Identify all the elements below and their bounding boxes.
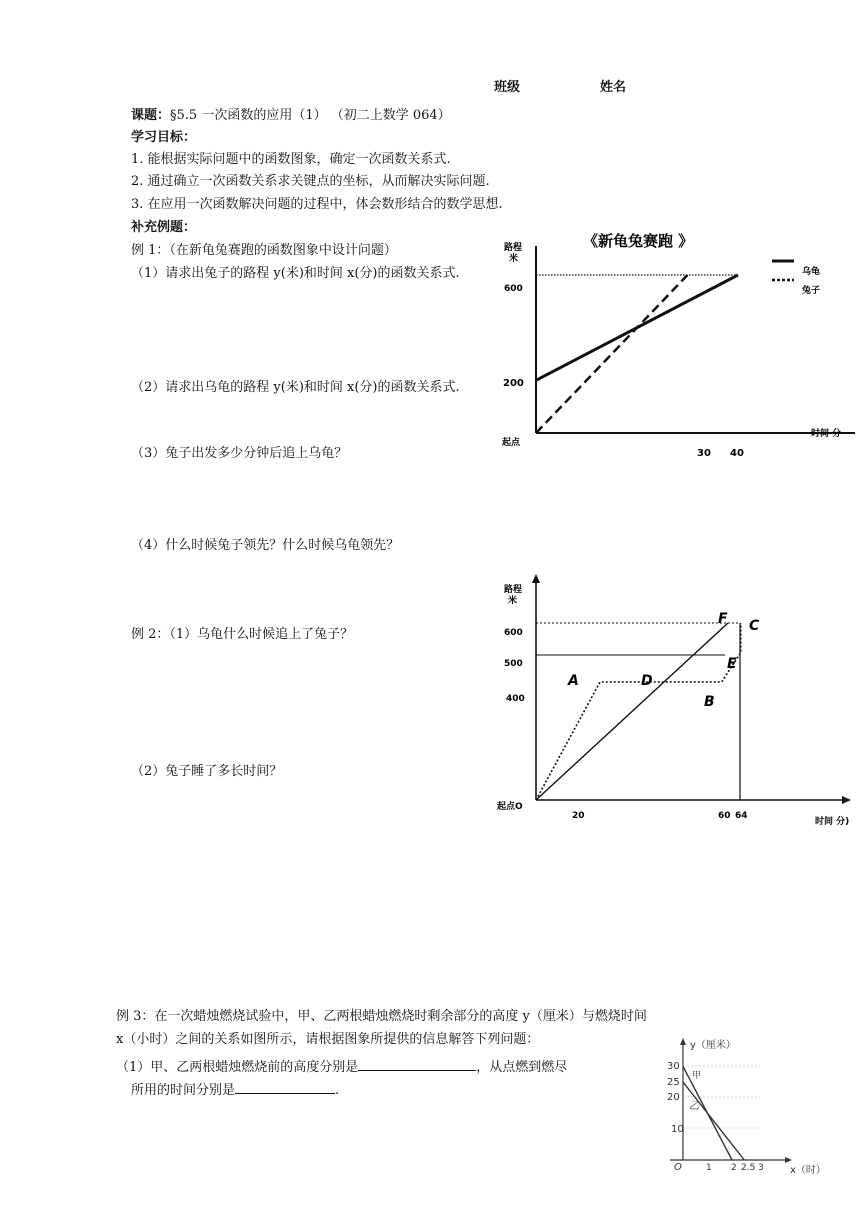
chart2-ylabel-2: 米 <box>508 596 518 606</box>
example1-q4: （4）什么时候兔子领先？什么时候乌龟领先？ <box>131 538 400 553</box>
chart-hare-sleep <box>495 572 860 830</box>
chart3-xtick-3: 3 <box>758 1163 764 1173</box>
point-label-C: C <box>749 618 760 634</box>
topic-line <box>131 108 451 124</box>
chart3-ytick-30: 30 <box>667 1061 680 1072</box>
examples-heading: 补充例题： <box>131 220 197 235</box>
chart1-xtick-30: 30 <box>697 448 711 459</box>
chart2-y-arrow <box>532 574 540 583</box>
chart2-ytick-600: 600 <box>504 628 523 638</box>
chart1-series-hare <box>536 275 688 433</box>
chart3-xlabel: x（时） <box>790 1165 826 1176</box>
example1-intro: 例 1：（在新龟兔赛跑的函数图象中设计问题） <box>131 243 397 258</box>
example3-line4-text: 所用的时间分别是 <box>131 1083 236 1098</box>
chart3-y-arrow <box>680 1038 686 1045</box>
chart-candles <box>660 1036 835 1178</box>
example3-line3 <box>116 1057 567 1076</box>
point-label-A: A <box>568 673 579 689</box>
answer-blank-heights[interactable] <box>358 1057 476 1071</box>
chart3-series-label-jia: 甲 <box>692 1071 702 1081</box>
answer-blank-times[interactable] <box>235 1080 335 1094</box>
example3-line4 <box>131 1080 339 1099</box>
chart2-series-hare <box>536 623 741 800</box>
chart1-origin-label: 起点 <box>502 438 521 448</box>
chart3-ytick-10: 10 <box>671 1124 684 1135</box>
example3-line1: 例 3：在一次蜡烛燃烧试验中，甲、乙两根蜡烛燃烧时剩余部分的高度 y（厘米）与燃烧时间 <box>116 1009 647 1024</box>
point-label-E: E <box>727 656 737 672</box>
chart2-ylabel-1: 路程 <box>504 585 523 595</box>
chart1-xtick-40: 40 <box>730 448 744 459</box>
objective-item: 3. 在应用一次函数解决问题的过程中，体会数形结合的数学思想. <box>131 197 503 212</box>
legend-tortoise-label: 乌龟 <box>802 267 821 277</box>
example2-q2: （2）兔子睡了多长时间？ <box>131 764 283 779</box>
chart2-xlabel: 时间 分) <box>815 817 850 827</box>
chart1-xlabel: 时间 分 <box>811 429 842 439</box>
point-label-F: F <box>718 611 728 627</box>
chart1-title: 《新龟兔赛跑 》 <box>583 232 694 250</box>
chart3-ylabel: y（厘米） <box>690 1040 736 1051</box>
example3-line3-tail: ，从点燃到燃尽 <box>476 1060 568 1075</box>
chart3-series-label-yi: 乙 <box>689 1101 699 1112</box>
chart1-ytick-200: 200 <box>503 378 524 389</box>
example1-q2: （2）请求出乌龟的路程 y(米)和时间 x(分)的函数关系式. <box>131 380 460 395</box>
chart2-ytick-500: 500 <box>504 659 523 669</box>
chart3-series-yi <box>683 1082 744 1160</box>
chart3-origin: O <box>674 1162 682 1173</box>
example1-q1: （1）请求出兔子的路程 y(米)和时间 x(分)的函数关系式. <box>131 266 460 281</box>
class-label: 班级 <box>494 80 521 95</box>
topic-text: §5.5 一次函数的应用（1） （初二上数学 064） <box>170 108 451 123</box>
chart3-ytick-25: 25 <box>667 1077 680 1088</box>
objective-item: 2. 通过确立一次函数关系求关键点的坐标，从而解决实际问题. <box>131 174 490 189</box>
chart2-xtick-20: 20 <box>572 811 585 821</box>
chart3-xtick-2-5: 2.5 <box>741 1163 756 1173</box>
chart2-xtick-60: 60 <box>718 811 731 821</box>
name-label: 姓名 <box>600 80 627 95</box>
example3-line4-tail: . <box>335 1083 340 1098</box>
example3-line2: x（小时）之间的关系如图所示，请根据图象所提供的信息解答下列问题： <box>116 1032 540 1047</box>
chart1-ylabel-2: 米 <box>509 254 519 264</box>
chart2-ytick-400: 400 <box>506 694 525 704</box>
chart3-xtick-1: 1 <box>706 1163 712 1173</box>
chart2-x-arrow <box>842 796 851 804</box>
chart1-ylabel-1: 路程 <box>504 243 523 253</box>
example2-q1: 例 2：（1）乌龟什么时候追上了兔子？ <box>131 627 354 642</box>
example1-q3: （3）兔子出发多少分钟后追上乌龟？ <box>131 446 348 461</box>
chart-tortoise-hare-race <box>495 228 860 463</box>
objectives-heading: 学习目标： <box>131 130 197 145</box>
chart3-xtick-2: 2 <box>731 1163 737 1173</box>
point-label-D: D <box>641 673 653 689</box>
chart2-xtick-64: 64 <box>735 811 748 821</box>
chart3-x-arrow <box>785 1157 792 1163</box>
example3-line3-text: （1）甲、乙两根蜡烛燃烧前的高度分别是 <box>116 1060 359 1075</box>
chart1-ytick-600: 600 <box>504 284 523 294</box>
chart2-series-tortoise <box>536 623 728 800</box>
topic-label: 课题： <box>131 108 171 123</box>
point-label-B: B <box>704 694 715 710</box>
legend-hare-label: 兔子 <box>802 286 821 296</box>
chart3-ytick-20: 20 <box>667 1092 680 1103</box>
objective-item: 1. 能根据实际问题中的函数图象，确定一次函数关系式. <box>131 152 451 167</box>
chart2-origin-label: 起点O <box>497 802 523 812</box>
